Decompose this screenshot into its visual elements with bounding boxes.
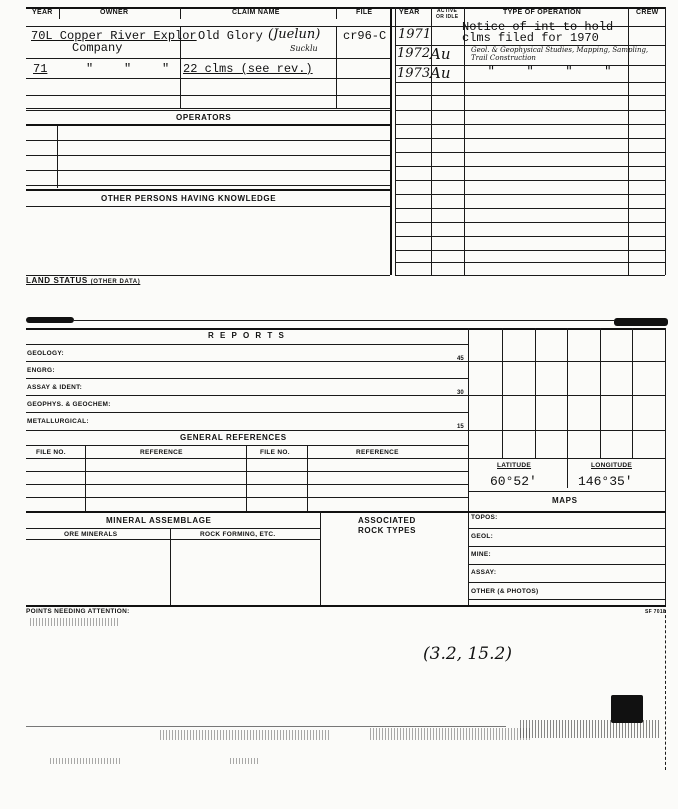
maps-mine: MINE: — [471, 551, 491, 558]
ref-header-reference-2: REFERENCE — [356, 449, 399, 456]
report-geology: GEOLOGY: — [27, 350, 64, 357]
activity-year-2: 1972 — [397, 46, 431, 61]
owner-entry-1: 70L Copper River Explor — [31, 29, 197, 43]
claim-handwritten-1: (Juelun) — [268, 27, 321, 42]
ref-header-reference-1: REFERENCE — [140, 449, 183, 456]
associated-rock-types-heading: ASSOCIATED — [358, 516, 416, 525]
land-status-label: LAND STATUS — [26, 276, 88, 285]
report-number-45: 45 — [457, 356, 464, 362]
header-file: FILE — [356, 9, 373, 16]
rock-forming-header: ROCK FORMING, ETC. — [200, 531, 276, 538]
header-crew: CREW — [636, 9, 659, 16]
operators-heading: OPERATORS — [176, 113, 232, 122]
activity-year-3: 1973 — [397, 66, 431, 81]
activity-note-1: Notice of int to hold clms filed for 1970 — [462, 20, 614, 45]
land-status-heading — [26, 276, 140, 285]
associated-rock-types-heading-2: ROCK TYPES — [358, 526, 417, 535]
ref-header-file-2: FILE NO. — [260, 449, 290, 456]
black-smudge — [611, 695, 643, 723]
header-or-idle: OR IDLE — [436, 14, 459, 20]
handwritten-coordinates-note: (3.2, 15.2) — [423, 644, 512, 664]
file-entry-1: cr96-C — [343, 29, 387, 43]
longitude-label: LONGITUDE — [591, 462, 632, 469]
land-status-sub: (OTHER DATA) — [90, 279, 141, 285]
latitude-label: LATITUDE — [497, 462, 532, 469]
activity-code-2: Au — [430, 45, 451, 63]
year-entry-2: 71 — [33, 62, 48, 76]
report-number-15: 15 — [457, 424, 464, 430]
activity-note-3: " " " " — [488, 64, 626, 80]
ditto-2: " — [124, 62, 132, 76]
maps-other: OTHER (& PHOTOS) — [471, 588, 539, 595]
report-number-30: 30 — [457, 390, 464, 396]
claim-handwritten-1b: Sucklu — [290, 44, 318, 53]
report-engrg: ENGRG: — [27, 367, 55, 374]
activity-year-1: 1971 — [398, 27, 432, 42]
longitude-value: 146°35' — [578, 474, 633, 489]
report-geophys: GEOPHYS. & GEOCHEM: — [27, 401, 111, 408]
header-year-activity: YEAR — [399, 9, 420, 16]
maps-geol: GEOL: — [471, 533, 494, 540]
header-year: YEAR — [32, 9, 53, 16]
header-type-of-operation: TYPE OF OPERATION — [503, 9, 582, 16]
ref-header-file-1: FILE NO. — [36, 449, 66, 456]
maps-heading: MAPS — [552, 496, 578, 505]
ore-minerals-header: ORE MINERALS — [64, 531, 118, 538]
ditto-3: " — [162, 62, 170, 76]
mineral-assemblage-heading: MINERAL ASSEMBLAGE — [106, 516, 212, 525]
form-code: SF 7018 — [645, 609, 667, 615]
report-metallurgical: METALLURGICAL: — [27, 418, 89, 425]
activity-note-2: Geol. & Geophysical Studies, Mapping, Sampling, Trail Construction — [471, 46, 649, 62]
claim-entry-2: 22 clms (see rev.) — [183, 62, 313, 76]
points-heading: POINTS NEEDING ATTENTION: — [26, 608, 130, 615]
claim-entry-1: Old Glory — [198, 29, 263, 43]
general-references-heading: GENERAL REFERENCES — [180, 433, 287, 442]
activity-code-3: Au — [430, 64, 451, 82]
maps-assay: ASSAY: — [471, 569, 497, 576]
other-persons-heading: OTHER PERSONS HAVING KNOWLEDGE — [101, 194, 277, 203]
maps-topos: TOPOS: — [471, 514, 498, 521]
header-claim-name: CLAIM NAME — [232, 9, 280, 16]
report-assay: ASSAY & IDENT: — [27, 384, 83, 391]
ditto-1: " — [86, 62, 94, 76]
owner-entry-1-line2: Company — [72, 41, 123, 55]
reports-heading: R E P O R T S — [208, 331, 286, 340]
header-active: ACTIVE — [437, 8, 458, 14]
header-owner: OWNER — [100, 9, 129, 16]
latitude-value: 60°52' — [490, 474, 537, 489]
